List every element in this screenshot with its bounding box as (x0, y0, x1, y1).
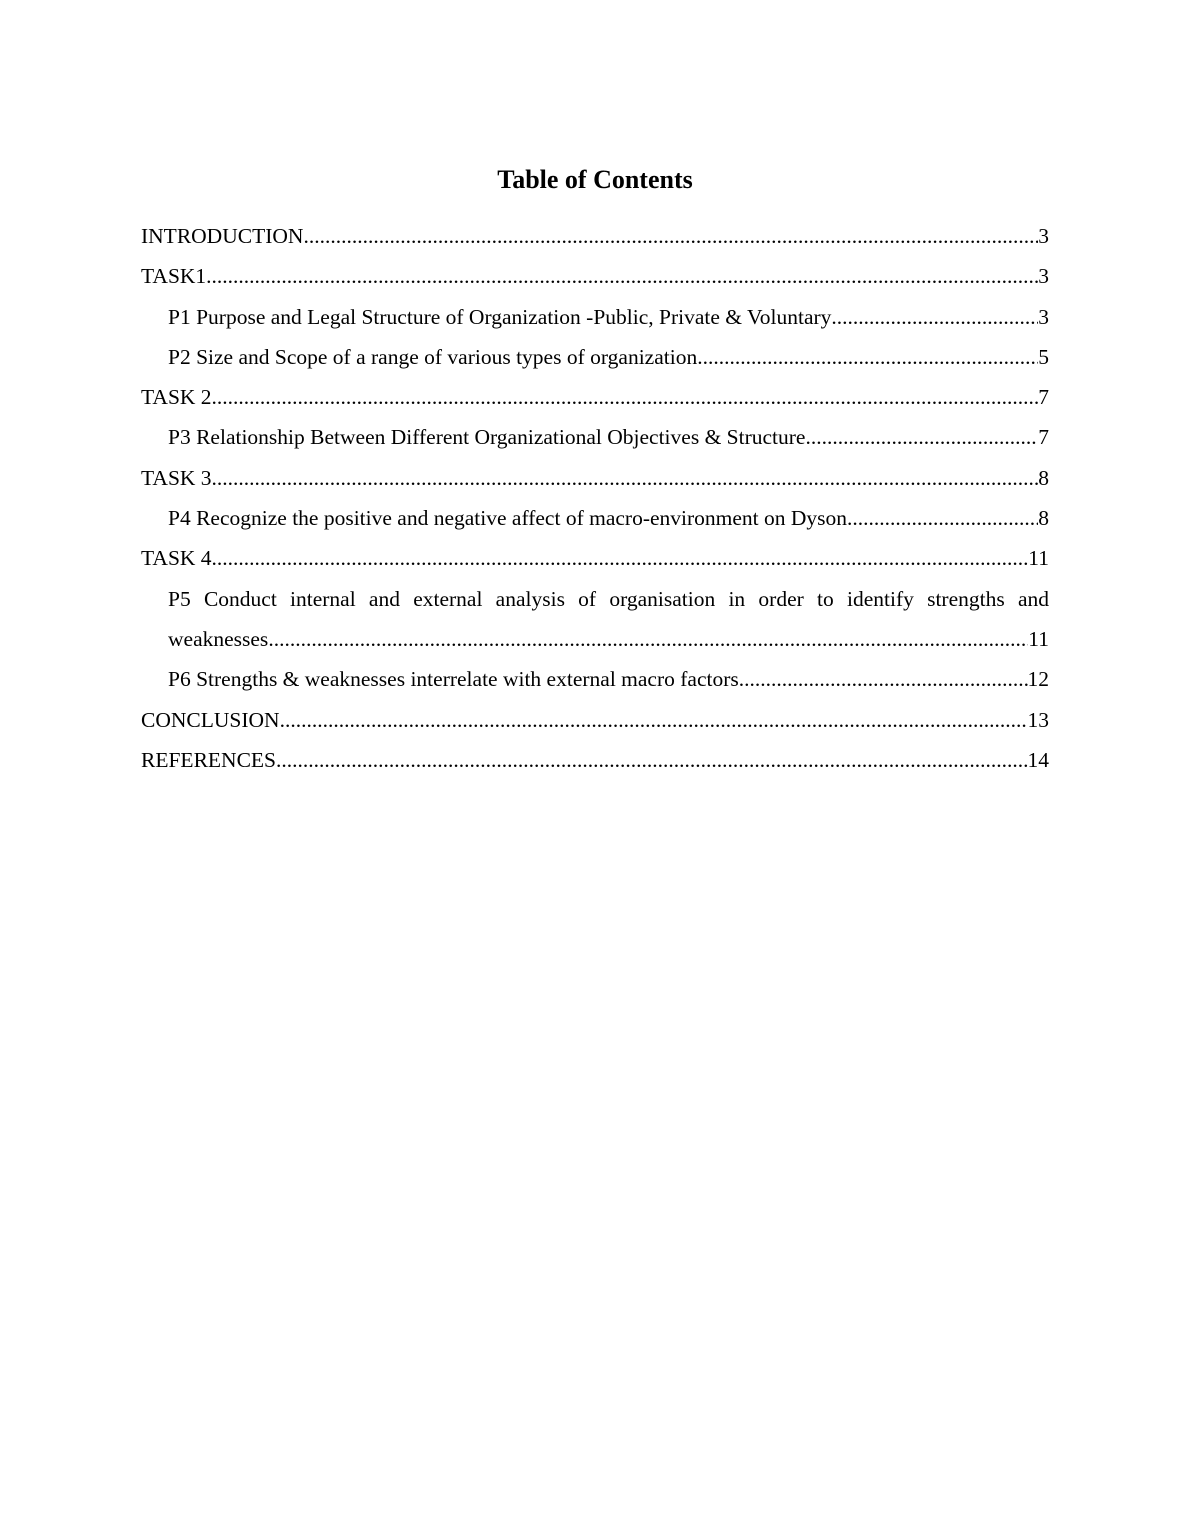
toc-entry-task4[interactable] (141, 538, 1049, 578)
toc-entry-label: P6 Strengths & weaknesses interrelate with external macro factors (168, 667, 739, 692)
toc-entry-label: P3 Relationship Between Different Organizational Objectives & Structure (168, 425, 806, 450)
toc-entry-p2[interactable] (141, 337, 1049, 377)
toc-entry-page: 3 (1038, 224, 1049, 248)
dot-leader (276, 740, 1028, 780)
toc-entry-p3[interactable] (141, 417, 1049, 457)
toc-entry-page: 3 (1038, 264, 1049, 289)
toc-entry-page: 13 (1027, 707, 1049, 732)
dot-leader (212, 458, 1039, 498)
toc-entry-p5[interactable] (141, 579, 1049, 660)
dot-leader (280, 700, 1028, 740)
toc-entry-p4[interactable] (141, 498, 1049, 538)
toc-entry-label-line2: weaknesses (168, 626, 269, 651)
toc-entry-label: TASK 3 (141, 465, 212, 490)
toc-entry-task2[interactable] (141, 377, 1049, 417)
dot-leader (739, 659, 1028, 699)
toc-entry-page: 11 (1028, 626, 1049, 651)
toc-entry-label: INTRODUCTION (141, 224, 304, 248)
toc-entry-p1[interactable] (141, 297, 1049, 337)
toc-entry-page: 7 (1038, 385, 1049, 410)
toc-entry-page: 14 (1027, 747, 1049, 772)
toc-entry-page: 8 (1038, 506, 1049, 531)
toc-entry-label: P4 Recognize the positive and negative affect of macro-environment on Dyson (168, 506, 848, 531)
dot-leader (805, 417, 1038, 457)
dot-leader (212, 377, 1039, 417)
toc-entry-label: TASK1 (141, 264, 207, 289)
toc-entry-task3[interactable] (141, 458, 1049, 498)
toc-entry-page: 8 (1038, 465, 1049, 490)
dot-leader (212, 538, 1029, 578)
toc-entry-page: 7 (1038, 425, 1049, 450)
toc-entry-label: CONCLUSION (141, 707, 280, 732)
toc-entry-label: TASK 2 (141, 385, 212, 410)
toc-title: Table of Contents (497, 165, 693, 194)
toc-entry-page: 12 (1027, 667, 1049, 692)
dot-leader (206, 256, 1038, 296)
toc-entry-label: P2 Size and Scope of a range of various types of organization. (168, 344, 703, 369)
dot-leader (268, 619, 1028, 659)
dot-leader (831, 297, 1038, 337)
table-of-contents (141, 216, 1049, 780)
toc-entry-label: TASK 4 (141, 546, 212, 571)
dot-leader (303, 216, 1038, 256)
toc-entry-page: 3 (1038, 304, 1049, 329)
toc-entry-task1[interactable] (141, 256, 1049, 296)
toc-entry-introduction[interactable] (141, 216, 1049, 256)
toc-entry-references[interactable] (141, 740, 1049, 780)
dot-leader (847, 498, 1038, 538)
toc-entry-label-line1: P5 Conduct internal and external analysis of organisation in order to identify strengths and (168, 586, 1049, 611)
toc-entry-page: 5 (1038, 344, 1049, 369)
toc-entry-conclusion[interactable] (141, 700, 1049, 740)
dot-leader (703, 337, 1039, 377)
toc-entry-page: 11 (1028, 546, 1049, 571)
toc-entry-label: REFERENCES (141, 747, 276, 772)
toc-entry-p6[interactable] (141, 659, 1049, 699)
toc-entry-label: P1 Purpose and Legal Structure of Organization -Public, Private & Voluntary (168, 304, 832, 329)
